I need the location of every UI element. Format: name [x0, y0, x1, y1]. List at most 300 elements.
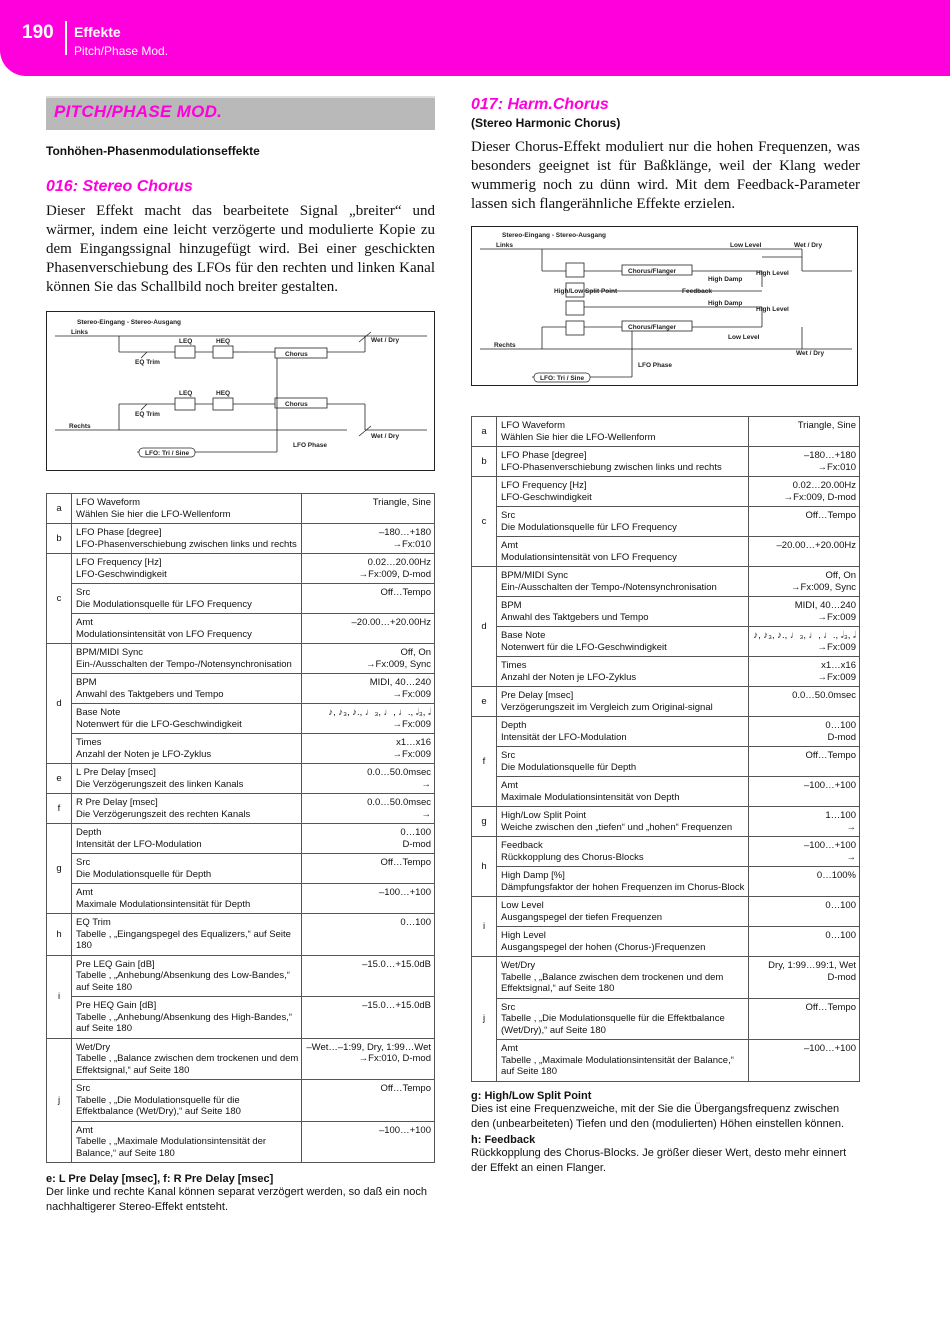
- parameter-description-cell: [497, 1040, 749, 1082]
- effect-title-017: 017: Harm.Chorus: [471, 96, 609, 113]
- parameter-name: Times: [501, 660, 527, 671]
- parameter-value-cell: [302, 824, 435, 854]
- parameter-value-cell: [302, 764, 435, 794]
- parameter-row: [472, 417, 860, 447]
- diagram-rechts-label: Rechts: [69, 423, 91, 430]
- parameter-row: [472, 957, 860, 999]
- diagram-chorus-label-2: Chorus: [285, 401, 308, 408]
- parameter-value: –100…+100: [803, 780, 856, 791]
- parameter-row: [47, 524, 435, 554]
- header-divider: [65, 21, 67, 55]
- parameter-row: [472, 927, 860, 957]
- parameter-value: Off…Tempo: [380, 857, 431, 868]
- parameter-value-cell: [749, 957, 860, 999]
- effect-title-016: 016: Stereo Chorus: [46, 178, 193, 195]
- parameter-desc: Notenwert für die LFO-Geschwindigkeit: [76, 718, 242, 730]
- parameter-value: Triangle, Sine: [797, 420, 856, 431]
- parameter-key: f: [472, 717, 497, 807]
- parameter-key: a: [472, 417, 497, 447]
- parameter-name: BPM/MIDI Sync: [76, 647, 144, 658]
- parameter-row: [47, 554, 435, 584]
- parameter-description-cell: [497, 998, 749, 1040]
- parameter-description-cell: [72, 824, 302, 854]
- parameter-mod-target: →Fx:009, D-mod: [358, 568, 431, 580]
- parameter-name: Amt: [76, 887, 93, 898]
- diagram-wetdry-label-017: Wet / Dry: [794, 242, 823, 249]
- parameter-value: 0…100: [400, 917, 431, 928]
- parameter-description-cell: [72, 1080, 302, 1122]
- parameter-name: Low Level: [501, 900, 544, 911]
- parameter-mod-target: →: [846, 821, 856, 833]
- parameter-value: 0.0…50.0msec: [367, 797, 431, 808]
- parameter-name: Pre HEQ Gain [dB]: [76, 1000, 157, 1011]
- parameter-name: Src: [76, 857, 91, 868]
- parameter-value: –15.0…+15.0dB: [362, 1000, 431, 1011]
- diagram-chorus-label-017b: Chorus/Flanger: [628, 324, 677, 331]
- diagram-io-label: Stereo-Eingang - Stereo-Ausgang: [77, 319, 182, 326]
- parameter-value: 0.02…20.00Hz: [367, 557, 431, 568]
- parameter-value-cell: [302, 955, 435, 997]
- parameter-value-cell: [302, 794, 435, 824]
- parameter-value: 0…100: [400, 827, 431, 838]
- parameter-name: Pre LEQ Gain [dB]: [76, 958, 155, 970]
- parameter-value-cell: [749, 777, 860, 807]
- parameter-value: 0.0…50.0msec: [367, 767, 431, 778]
- section-subtitle: Tonhöhen-Phasenmodulationseffekte: [46, 144, 260, 158]
- diagram-lfophase-label-017: LFO Phase: [638, 362, 672, 369]
- diagram-highlevel-label-2: High Level: [756, 306, 789, 313]
- parameter-row: [472, 597, 860, 627]
- parameter-value-cell: [302, 854, 435, 884]
- parameter-value: –100…+100: [803, 840, 856, 851]
- parameter-mod-target: →Fx:010: [392, 538, 431, 550]
- parameter-desc: LFO-Phasenverschiebung zwischen links und rechts: [501, 461, 722, 473]
- diagram-chorus-label-017: Chorus/Flanger: [628, 268, 677, 275]
- parameter-description-cell: [497, 687, 749, 717]
- parameter-description-cell: [497, 747, 749, 777]
- parameter-name: Amt: [501, 540, 518, 551]
- parameter-desc: Notenwert für die LFO-Geschwindigkeit: [501, 641, 667, 653]
- parameter-desc: Verzögerungszeit im Vergleich zum Original-signal: [501, 701, 713, 713]
- parameter-desc: Intensität der LFO-Modulation: [76, 838, 202, 850]
- parameter-name: EQ Trim: [76, 917, 111, 928]
- parameter-value: Off, On: [825, 570, 856, 581]
- diagram-chorus-label: Chorus: [285, 351, 308, 358]
- parameter-value-cell: [302, 674, 435, 704]
- parameter-value: x1…x16: [396, 737, 431, 748]
- parameter-value-cell: [749, 837, 860, 867]
- parameter-name: LFO Phase [degree]: [76, 527, 162, 538]
- note-text-h: Rückkopplung des Chorus-Blocks. Je größer dieser Wert, desto mehr einnert der Effekt an einen Flanger.: [471, 1146, 847, 1174]
- parameter-row: [47, 644, 435, 674]
- parameter-description-cell: [497, 537, 749, 567]
- parameter-row: [472, 747, 860, 777]
- parameter-name: BPM: [76, 677, 97, 688]
- parameter-row: [472, 1040, 860, 1082]
- parameter-row: [472, 998, 860, 1040]
- parameter-value-cell: [749, 417, 860, 447]
- parameter-value-cell: [749, 927, 860, 957]
- parameter-value-cell: [302, 1121, 435, 1163]
- parameter-row: [47, 955, 435, 997]
- parameter-value-cell: [749, 507, 860, 537]
- parameter-mod-target: →Fx:009, Sync: [366, 658, 431, 670]
- parameter-mod-target: D-mod: [402, 838, 431, 850]
- parameter-desc: LFO-Phasenverschiebung zwischen links und rechts: [76, 538, 297, 550]
- parameter-value: Off…Tempo: [805, 1001, 856, 1013]
- parameter-description-cell: [497, 837, 749, 867]
- parameter-value-cell: [749, 477, 860, 507]
- parameter-description-cell: [72, 1038, 302, 1080]
- parameter-value-cell: [302, 614, 435, 644]
- parameter-value: ♪, ♪₃, ♪., ♩₃, ♩, ♩., 𝅗𝅥₃, 𝅗𝅥: [328, 707, 431, 718]
- diagram-io-label-017: Stereo-Eingang - Stereo-Ausgang: [502, 232, 607, 239]
- parameter-value: Off…Tempo: [805, 750, 856, 761]
- parameter-value: Off…Tempo: [380, 1083, 431, 1094]
- parameter-description-cell: [497, 597, 749, 627]
- parameter-key: e: [472, 687, 497, 717]
- parameter-value-cell: [749, 747, 860, 777]
- diagram-highdamp-label: High Damp: [708, 276, 743, 283]
- parameter-name: Pre Delay [msec]: [501, 690, 574, 701]
- parameter-value: 0…100%: [816, 870, 856, 881]
- parameter-value-cell: [302, 704, 435, 734]
- header-subsection: Pitch/Phase Mod.: [74, 44, 169, 58]
- parameter-row: [47, 584, 435, 614]
- parameter-value: 0.0…50.0msec: [792, 690, 856, 701]
- parameter-desc: Tabelle , „Eingangspegel des Equalizers,“ auf Seite 180: [76, 928, 291, 951]
- parameter-value: –Wet…–1:99, Dry, 1:99…Wet: [306, 1041, 431, 1053]
- parameter-value-cell: [749, 627, 860, 657]
- page-header: [0, 0, 950, 76]
- parameter-desc: Ausgangspegel der hohen (Chorus-)Frequenzen: [501, 941, 706, 953]
- parameter-row: [472, 507, 860, 537]
- parameter-value-cell: [302, 997, 435, 1039]
- parameter-value: Dry, 1:99…99:1, Wet: [768, 960, 856, 971]
- parameter-description-cell: [72, 884, 302, 914]
- section-title-bar: [46, 96, 435, 130]
- parameter-row: [472, 837, 860, 867]
- parameter-desc: Dämpfungsfaktor der hohen Frequenzen im Chorus-Block: [501, 881, 745, 893]
- parameter-value-cell: [302, 644, 435, 674]
- parameter-value: 0…100: [825, 720, 856, 731]
- parameter-mod-target: →Fx:009: [817, 611, 856, 623]
- parameter-value: x1…x16: [821, 660, 856, 671]
- parameter-key: g: [472, 807, 497, 837]
- parameter-mod-target: →Fx:009: [817, 671, 856, 683]
- parameter-desc: Tabelle , „Balance zwischen dem trockenen und dem Effektsignal,“ auf Seite 180: [76, 1053, 299, 1076]
- parameter-value-cell: [749, 567, 860, 597]
- parameter-mod-target: →Fx:009: [392, 748, 431, 760]
- parameter-description-cell: [72, 1121, 302, 1163]
- parameter-name: Src: [501, 510, 516, 521]
- parameter-value-cell: [302, 734, 435, 764]
- parameter-key: i: [47, 955, 72, 1038]
- parameter-key: j: [472, 957, 497, 1082]
- parameter-row: [472, 657, 860, 687]
- parameter-value-cell: [749, 807, 860, 837]
- diagram-lowlevel-label-2: Low Level: [728, 334, 760, 341]
- parameter-mod-target: D-mod: [827, 971, 856, 983]
- parameter-row: [47, 884, 435, 914]
- parameter-key: d: [47, 644, 72, 764]
- diagram-lfophase-label: LFO Phase: [293, 442, 327, 449]
- parameter-value: MIDI, 40…240: [794, 600, 856, 611]
- parameter-description-cell: [72, 704, 302, 734]
- parameter-row: [472, 687, 860, 717]
- parameter-key: e: [47, 764, 72, 794]
- parameter-mod-target: →: [846, 851, 856, 863]
- parameter-row: [472, 867, 860, 897]
- diagram-links-label: Links: [71, 329, 88, 336]
- parameter-desc: Tabelle , „Die Modulationsquelle für die Effektbalance (Wet/Dry),“ auf Seite 180: [76, 1094, 241, 1117]
- parameter-value: Off…Tempo: [380, 587, 431, 598]
- section-title: PITCH/PHASE MOD.: [54, 102, 223, 121]
- parameter-value: 0.02…20.00Hz: [792, 480, 856, 491]
- parameter-value: –100…+100: [378, 887, 431, 898]
- diagram-highdamp-label-2: High Damp: [708, 300, 743, 307]
- parameter-key: a: [47, 494, 72, 524]
- parameter-key: d: [472, 567, 497, 687]
- parameter-value: –100…+100: [378, 1124, 431, 1136]
- parameter-name: High Damp [%]: [501, 870, 565, 881]
- parameter-description-cell: [72, 794, 302, 824]
- parameter-description-cell: [72, 997, 302, 1039]
- left-column: [46, 96, 435, 1215]
- parameter-mod-target: →Fx:010, D-mod: [358, 1053, 431, 1064]
- parameter-mod-target: →Fx:009: [817, 641, 856, 653]
- parameter-name: Wet/Dry: [76, 1041, 111, 1053]
- parameter-desc: Ein-/Ausschalten der Tempo-/Notensynchronisation: [501, 581, 717, 593]
- parameter-value-cell: [749, 447, 860, 477]
- parameter-description-cell: [497, 807, 749, 837]
- parameter-desc: Maximale Modulationsintensität von Depth: [501, 791, 680, 803]
- parameter-value: –180…+180: [803, 450, 856, 461]
- parameter-value: –20.00…+20.00Hz: [351, 617, 431, 628]
- parameter-description-cell: [72, 734, 302, 764]
- parameter-value-cell: [302, 524, 435, 554]
- diagram-eqtrim-label-2: EQ Trim: [135, 411, 160, 418]
- parameter-name: Amt: [76, 617, 93, 628]
- parameter-description-cell: [72, 584, 302, 614]
- diagram-lfo-label-017: LFO: Tri / Sine: [540, 375, 585, 382]
- parameter-description-cell: [497, 567, 749, 597]
- parameter-description-cell: [497, 417, 749, 447]
- effect-subtitle-017: (Stereo Harmonic Chorus): [471, 116, 621, 130]
- parameter-description-cell: [497, 957, 749, 999]
- parameter-name: Depth: [76, 827, 102, 838]
- diagram-wetdry-label-2: Wet / Dry: [371, 433, 400, 440]
- parameter-name: R Pre Delay [msec]: [76, 797, 158, 808]
- parameter-key: h: [472, 837, 497, 897]
- parameter-name: Src: [501, 1001, 516, 1013]
- parameter-description-cell: [497, 777, 749, 807]
- parameter-description-cell: [72, 764, 302, 794]
- parameter-row: [472, 567, 860, 597]
- parameter-name: BPM/MIDI Sync: [501, 570, 569, 581]
- parameter-row: [472, 447, 860, 477]
- parameter-value: 0…100: [825, 930, 856, 941]
- page-number: 190: [22, 22, 54, 43]
- diagram-heq-label-2: HEQ: [216, 390, 231, 397]
- parameter-key: c: [472, 477, 497, 567]
- parameter-description-cell: [72, 674, 302, 704]
- parameter-desc: Die Verzögerungszeit des linken Kanals: [76, 778, 244, 790]
- parameter-name: Amt: [501, 780, 518, 791]
- parameter-desc: Ausgangspegel der tiefen Frequenzen: [501, 911, 663, 923]
- parameter-value-cell: [749, 1040, 860, 1082]
- parameter-name: Times: [76, 737, 102, 748]
- parameter-desc: Tabelle , „Balance zwischen dem trockenen und dem Effektsignal,“ auf Seite 180: [501, 971, 724, 994]
- parameter-desc: LFO-Geschwindigkeit: [76, 568, 167, 580]
- diagram-eqtrim-label: EQ Trim: [135, 359, 160, 366]
- parameter-name: Base Note: [501, 630, 546, 641]
- parameter-mod-target: →: [421, 778, 431, 790]
- parameter-description-cell: [497, 447, 749, 477]
- parameter-desc: Die Modulationsquelle für Depth: [76, 868, 212, 880]
- parameter-value-cell: [749, 897, 860, 927]
- parameter-table-017: [471, 416, 860, 1082]
- parameter-name: High/Low Split Point: [501, 810, 587, 821]
- parameter-key: c: [47, 554, 72, 644]
- parameter-row: [472, 477, 860, 507]
- diagram-wetdry-label: Wet / Dry: [371, 337, 400, 344]
- parameter-value: ♪, ♪₃, ♪., ♩₃, ♩, ♩., 𝅗𝅥₃, 𝅗𝅥: [753, 630, 856, 641]
- diagram-feedback-label: Feedback: [682, 288, 712, 295]
- parameter-desc: Modulationsintensität von LFO Frequency: [501, 551, 677, 563]
- parameter-value-cell: [302, 494, 435, 524]
- parameter-key: b: [472, 447, 497, 477]
- parameter-key: b: [47, 524, 72, 554]
- parameter-value-cell: [302, 884, 435, 914]
- note-title-h: h: Feedback: [471, 1133, 536, 1146]
- parameter-value-cell: [302, 1038, 435, 1080]
- parameter-name: Src: [76, 587, 91, 598]
- parameter-name: Amt: [501, 1043, 518, 1054]
- parameter-name: Depth: [501, 720, 527, 731]
- parameter-key: f: [47, 794, 72, 824]
- parameter-description-cell: [497, 657, 749, 687]
- parameter-desc: Die Modulationsquelle für LFO Frequency: [76, 598, 252, 610]
- parameter-desc: Weiche zwischen den „tiefen“ und „hohen“ Frequenzen: [501, 821, 733, 833]
- parameter-row: [47, 997, 435, 1039]
- signal-diagram-016: [46, 311, 435, 471]
- parameter-description-cell: [72, 914, 302, 956]
- parameter-row: [47, 854, 435, 884]
- parameter-name: Wet/Dry: [501, 960, 536, 971]
- parameter-value: –20.00…+20.00Hz: [776, 540, 856, 551]
- parameter-key: j: [47, 1038, 72, 1163]
- effect-intro-016: Dieser Effekt macht das bearbeitete Signal „breiter“ und wärmer, indem eine leicht verzögerte und modulierte Kopie zu dem Eingangssignal hinzugefügt wird. Bei einer geschickten Phasenverschiebung des LFOs für den rechten und linken Kanal können Sie das Schallbild noch breiter gestalten.: [46, 203, 435, 295]
- parameter-row: [47, 824, 435, 854]
- note-title-g: g: High/Low Split Point: [471, 1089, 592, 1102]
- parameter-row: [472, 777, 860, 807]
- parameter-row: [472, 537, 860, 567]
- parameter-desc: Ein-/Ausschalten der Tempo-/Notensynchronisation: [76, 658, 292, 670]
- diagram-lfo-label: LFO: Tri / Sine: [145, 450, 190, 457]
- parameter-value: –180…+180: [378, 527, 431, 538]
- parameter-desc: Die Modulationsquelle für Depth: [501, 761, 637, 773]
- parameter-name: Base Note: [76, 707, 121, 718]
- parameter-value-cell: [749, 998, 860, 1040]
- diagram-highlevel-label: High Level: [756, 270, 789, 277]
- parameter-value-cell: [302, 1080, 435, 1122]
- parameter-desc: Tabelle , „Anhebung/Absenkung des High-Bandes,“ auf Seite 180: [76, 1011, 293, 1034]
- parameter-description-cell: [72, 644, 302, 674]
- parameter-desc: Intensität der LFO-Modulation: [501, 731, 627, 743]
- parameter-desc: Anwahl des Taktgebers und Tempo: [501, 611, 649, 623]
- note-text-ef: Der linke und rechte Kanal können separat verzögert werden, so daß ein noch nachhaltigerer Stereo-Effekt entsteht.: [46, 1186, 427, 1213]
- parameter-desc: LFO-Geschwindigkeit: [501, 491, 592, 503]
- parameter-desc: Anwahl des Taktgebers und Tempo: [76, 688, 224, 700]
- parameter-name: LFO Waveform: [76, 497, 141, 508]
- parameter-value: 1…100: [825, 810, 856, 821]
- parameter-name: Src: [501, 750, 516, 761]
- parameter-value-cell: [302, 584, 435, 614]
- parameter-mod-target: →Fx:009: [392, 718, 431, 730]
- parameter-description-cell: [497, 627, 749, 657]
- parameter-table-016: [46, 493, 435, 1163]
- parameter-desc: Tabelle , „Anhebung/Absenkung des Low-Bandes,“ auf Seite 180: [76, 970, 290, 993]
- parameter-name: High Level: [501, 930, 546, 941]
- parameter-row: [472, 807, 860, 837]
- parameter-row: [472, 897, 860, 927]
- parameter-description-cell: [497, 867, 749, 897]
- parameter-description-cell: [497, 897, 749, 927]
- parameter-desc: Die Verzögerungszeit des rechten Kanals: [76, 808, 251, 820]
- parameter-description-cell: [72, 854, 302, 884]
- parameter-description-cell: [497, 717, 749, 747]
- parameter-row: [47, 1038, 435, 1080]
- parameter-value: Triangle, Sine: [372, 497, 431, 508]
- header-section: Effekte: [74, 24, 121, 40]
- parameter-value-cell: [749, 657, 860, 687]
- parameter-row: [47, 704, 435, 734]
- parameter-value-cell: [749, 597, 860, 627]
- parameter-value: –15.0…+15.0dB: [362, 958, 431, 970]
- parameter-desc: Modulationsintensität von LFO Frequency: [76, 628, 252, 640]
- parameter-value-cell: [749, 537, 860, 567]
- parameter-row: [47, 1121, 435, 1163]
- diagram-links-label-017: Links: [496, 242, 513, 249]
- parameter-key: g: [47, 824, 72, 914]
- parameter-desc: Anzahl der Noten je LFO-Zyklus: [501, 671, 637, 683]
- parameter-row: [47, 494, 435, 524]
- parameter-value: MIDI, 40…240: [369, 677, 431, 688]
- parameter-desc: Maximale Modulationsintensität für Depth: [76, 898, 251, 910]
- diagram-graphic: [47, 312, 434, 470]
- parameter-value-cell: [302, 914, 435, 956]
- parameter-desc: Rückkopplung des Chorus-Blocks: [501, 851, 644, 863]
- parameter-desc: Tabelle , „Die Modulationsquelle für die Effektbalance (Wet/Dry),“ auf Seite 180: [501, 1013, 725, 1036]
- signal-diagram-017: [471, 226, 858, 386]
- parameter-desc: Die Modulationsquelle für LFO Frequency: [501, 521, 677, 533]
- right-column: [471, 96, 860, 1176]
- parameter-row: [472, 627, 860, 657]
- parameter-description-cell: [72, 955, 302, 997]
- parameter-desc: Tabelle , „Maximale Modulationsintensität der Balance,“ auf Seite 180: [501, 1054, 734, 1077]
- parameter-description-cell: [497, 507, 749, 537]
- parameter-name: LFO Frequency [Hz]: [76, 557, 162, 568]
- parameter-value: 0…100: [825, 900, 856, 911]
- parameter-name: LFO Frequency [Hz]: [501, 480, 587, 491]
- diagram-heq-label: HEQ: [216, 338, 231, 345]
- parameter-row: [472, 717, 860, 747]
- parameter-mod-target: →Fx:010: [817, 461, 856, 473]
- parameter-mod-target: D-mod: [827, 731, 856, 743]
- parameter-description-cell: [497, 927, 749, 957]
- parameter-desc: Tabelle , „Maximale Modulationsintensität der Balance,“ auf Seite 180: [76, 1136, 267, 1159]
